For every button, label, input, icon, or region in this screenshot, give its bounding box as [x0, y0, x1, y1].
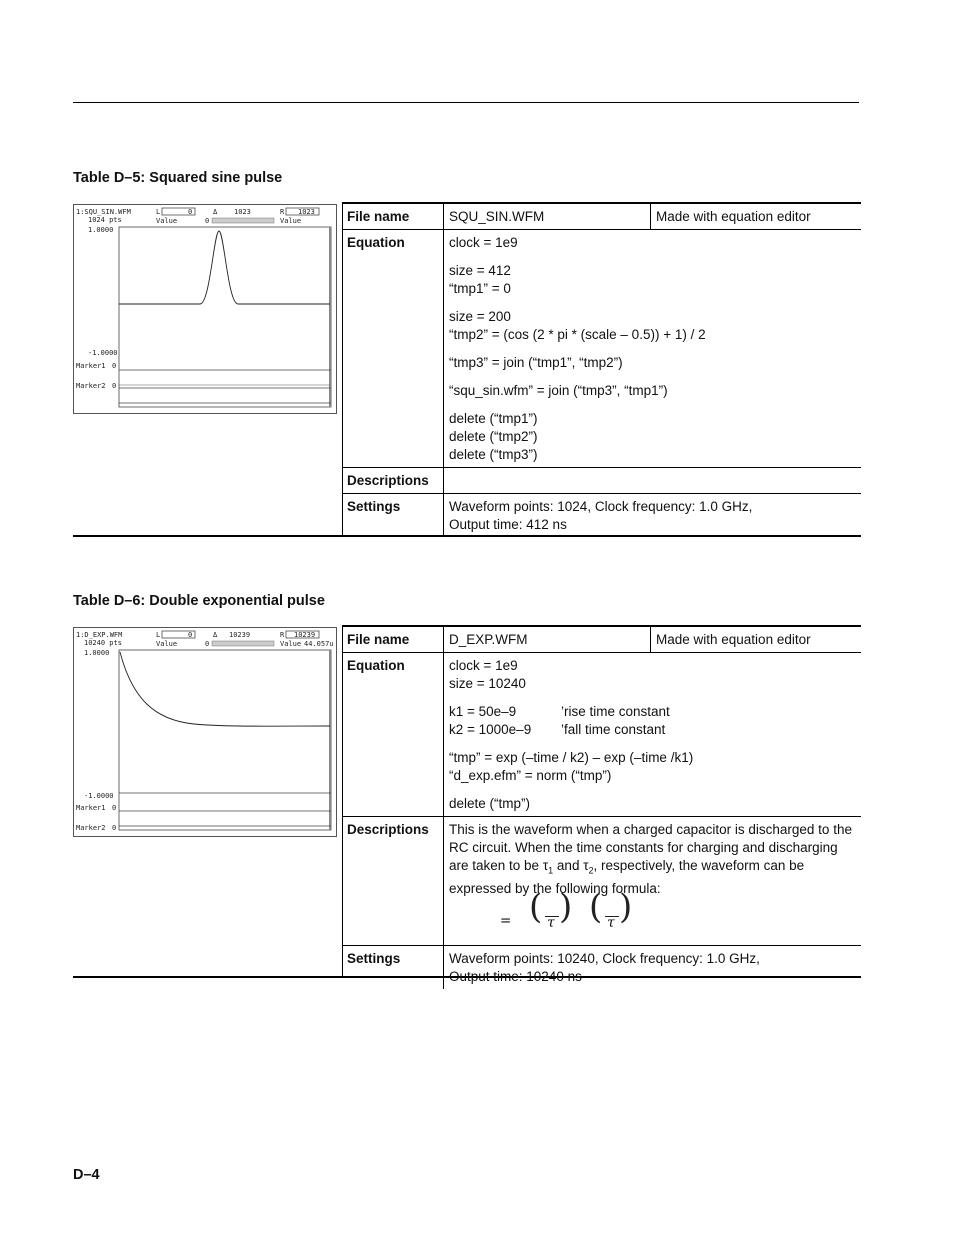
scope-l-label: L	[156, 631, 161, 639]
scope-delta-label: Δ	[213, 631, 218, 639]
formula-paren-close: )	[619, 886, 633, 927]
file-name-label: File name	[347, 632, 410, 647]
equation-group	[449, 382, 856, 400]
scope-value-mid: 0	[205, 217, 210, 225]
equation-group	[449, 657, 856, 693]
settings-line: Waveform points: 10240, Clock frequency: 1.0 GHz,	[449, 950, 760, 966]
scope-delta-value: 10239	[229, 631, 251, 639]
descriptions-text	[449, 821, 856, 898]
scope-delta-value: 1023	[234, 208, 251, 216]
scope-l-value: 0	[188, 631, 193, 639]
settings-line: Output time: 412 ns	[449, 517, 567, 532]
scope-marker2-value: 0	[112, 382, 117, 390]
scope-ymin: -1.0000	[84, 792, 114, 800]
equation-line: clock = 1e9	[449, 658, 518, 673]
tau-subscript: 1	[548, 865, 554, 876]
table-d6	[73, 625, 861, 984]
descriptions-label: Descriptions	[342, 817, 444, 946]
descriptions-text-part: This is the waveform when a charged capacitor is discharged to the RC circuit. When the time constants for charging and discharging are taken to be τ	[449, 822, 852, 873]
row-equation	[342, 653, 861, 817]
scope-waveform-trace	[119, 231, 330, 304]
scope-marker1-value: 0	[112, 362, 117, 370]
settings-label: Settings	[342, 945, 444, 989]
row-descriptions	[342, 817, 861, 946]
equation-line: “tmp1” = 0	[449, 281, 511, 296]
settings-cell	[444, 494, 862, 538]
equation-line: delete (“tmp”)	[449, 796, 531, 811]
settings-line: Waveform points: 1024, Clock frequency: 1.0 GHz,	[449, 499, 753, 514]
table-d5-data	[342, 202, 861, 537]
scope-value-left-label: Value	[156, 217, 178, 225]
table-d6-data	[342, 625, 861, 989]
equation-group	[449, 234, 856, 252]
row-settings	[342, 945, 861, 989]
equation-line: size = 10240	[449, 676, 526, 691]
equation-line: “tmp2” = (cos (2 * pi * (scale – 0.5)) + 1) / 2	[449, 327, 706, 342]
equation-group	[449, 410, 856, 464]
equation-line: size = 200	[449, 309, 511, 324]
scope-marker1-label: Marker1	[76, 362, 106, 370]
scope-l-label: L	[156, 208, 161, 216]
formula-paren-close: )	[559, 886, 573, 927]
scope-marker1-label: Marker1	[76, 804, 106, 812]
equation-label: Equation	[342, 230, 444, 468]
row-file-name	[342, 203, 861, 230]
equation-line: “squ_sin.wfm” = join (“tmp3”, “tmp1”)	[449, 383, 668, 398]
equation-line: “d_exp.efm” = norm (“tmp”)	[449, 768, 612, 783]
equation-cell	[444, 653, 862, 817]
scope-marker2-value: 0	[112, 824, 117, 832]
scope-plot-frame	[119, 650, 331, 830]
constant-expr: k2 = 1000e–9	[449, 722, 532, 737]
file-name-value: D_EXP.WFM	[444, 626, 651, 653]
equation-group	[449, 262, 856, 298]
scope-marker2-label: Marker2	[76, 382, 106, 390]
scope-ymax: 1.0000	[88, 226, 114, 234]
page-number: D–4	[73, 1167, 100, 1183]
formula-tau: τ	[547, 914, 555, 931]
equation-constant-row	[449, 703, 856, 721]
row-file-name	[342, 626, 861, 653]
scope-waveform-trace	[120, 652, 330, 726]
scope-r-label: R	[280, 631, 285, 639]
equation-group	[449, 795, 856, 813]
constant-comment: ’fall time constant	[561, 722, 666, 737]
made-with-note: Made with equation editor	[651, 626, 862, 653]
scope-scroll-bar[interactable]	[212, 218, 274, 223]
settings-label: Settings	[342, 494, 444, 538]
descriptions-label: Descriptions	[342, 468, 444, 494]
table-d5	[73, 202, 861, 537]
scope-value-right: 44.057u	[304, 640, 334, 648]
made-with-note: Made with equation editor	[651, 203, 862, 230]
table-d5-caption: Table D–5: Squared sine pulse	[73, 170, 283, 186]
scope-value-right-label: Value	[280, 640, 302, 648]
constant-comment: ’rise time constant	[561, 704, 670, 719]
descriptions-text-part: , respectively, the waveform can be expressed by the following formula:	[449, 858, 805, 896]
descriptions-cell	[444, 817, 862, 946]
scope-delta-label: Δ	[213, 208, 218, 216]
equation-group	[449, 354, 856, 372]
formula-paren-open: (	[589, 886, 603, 927]
formula-paren-open: (	[529, 886, 543, 927]
scope-display-d-exp	[73, 627, 337, 837]
equation-group	[449, 749, 856, 785]
equation-line: clock = 1e9	[449, 235, 518, 250]
constant-expr: k1 = 50e–9	[449, 704, 517, 719]
scope-r-label: R	[280, 208, 285, 216]
settings-line: Output time: 10240 ns	[449, 968, 582, 984]
scope-scroll-bar[interactable]	[212, 641, 274, 646]
equation-label: Equation	[342, 653, 444, 817]
equation-line: “tmp3” = join (“tmp1”, “tmp2”)	[449, 355, 623, 370]
scope-ymin: -1.0000	[88, 349, 118, 357]
row-descriptions	[342, 468, 861, 494]
scope-value-left-label: Value	[156, 640, 178, 648]
descriptions-value	[444, 468, 862, 494]
scope-screen	[74, 628, 336, 836]
file-name-label: File name	[347, 209, 410, 224]
equation-line: “tmp” = exp (–time / k2) – exp (–time /k1)	[449, 750, 694, 765]
scope-marker2-label: Marker2	[76, 824, 106, 832]
descriptions-text-part: and τ	[553, 858, 589, 873]
scope-points: 1024 pts	[88, 216, 122, 224]
equation-group	[449, 308, 856, 344]
equation-line: delete (“tmp3”)	[449, 447, 538, 462]
scope-screen	[74, 205, 336, 413]
formula-equals: =	[500, 912, 512, 929]
scope-value-mid: 0	[205, 640, 210, 648]
scope-points: 10240 pts	[84, 639, 122, 647]
scope-title: 1:D_EXP.WFM	[76, 631, 123, 639]
equation-constant-row	[449, 721, 856, 739]
formula	[449, 886, 856, 942]
table-d6-caption: Table D–6: Double exponential pulse	[73, 593, 325, 609]
tau-subscript: 2	[588, 865, 594, 876]
scope-title: 1:SQU_SIN.WFM	[76, 208, 131, 216]
equation-line: delete (“tmp1”)	[449, 411, 538, 426]
row-equation	[342, 230, 861, 468]
scope-marker1-value: 0	[112, 804, 117, 812]
equation-group	[449, 703, 856, 739]
scope-l-value: 0	[188, 208, 193, 216]
file-name-value: SQU_SIN.WFM	[444, 203, 651, 230]
equation-line: delete (“tmp2”)	[449, 429, 538, 444]
settings-cell	[444, 945, 862, 989]
scope-r-value: 10239	[294, 631, 316, 639]
formula-tau: τ	[607, 914, 615, 931]
scope-display-squ-sin	[73, 204, 337, 414]
equation-line: size = 412	[449, 263, 511, 278]
row-settings	[342, 494, 861, 538]
scope-value-right-label: Value	[280, 217, 302, 225]
equation-cell	[444, 230, 862, 468]
scope-r-value: 1023	[298, 208, 315, 216]
header-rule	[73, 102, 859, 103]
scope-ymax: 1.0000	[84, 649, 110, 657]
